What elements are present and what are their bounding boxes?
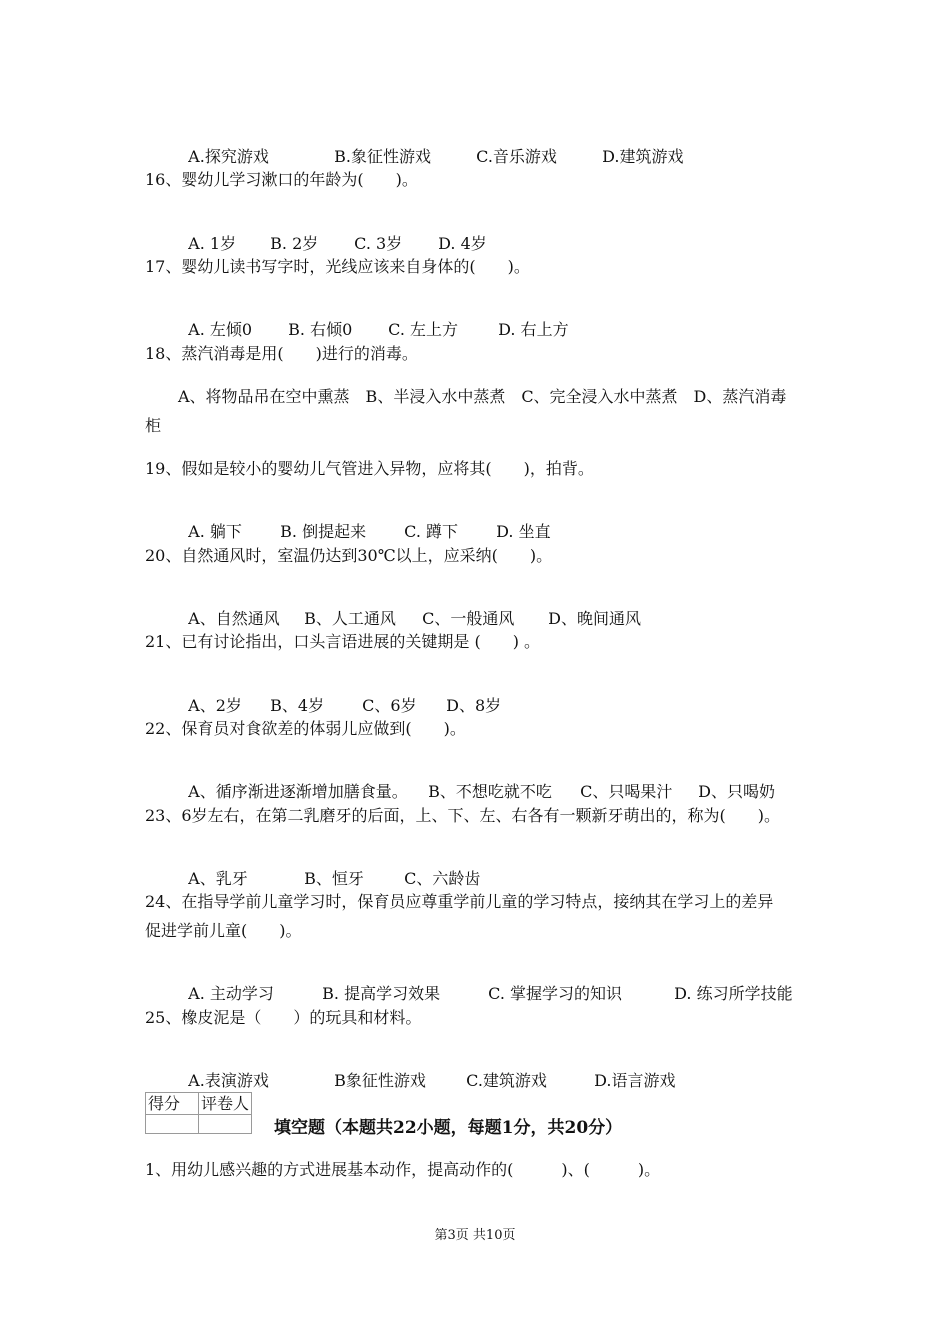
option-c: C、六龄齿: [404, 869, 481, 888]
q17-options: [178, 300, 569, 340]
q18-options: A、将物品吊在空中熏蒸 B、半浸入水中蒸煮 C、完全浸入水中蒸煮 D、蒸汽消毒: [178, 387, 787, 406]
option-a: A、循序渐进逐渐增加膳食量。: [188, 782, 408, 801]
option-a: A. 1岁: [188, 234, 237, 253]
option-c: C. 掌握学习的知识: [488, 984, 623, 1003]
question-18: 18、蒸汽消毒是用( )进行的消毒。: [145, 344, 418, 363]
option-d: D、8岁: [446, 696, 502, 715]
option-d: D. 右上方: [498, 320, 569, 339]
option-c: C.建筑游戏: [466, 1071, 547, 1090]
option-b: B、人工通风: [304, 609, 396, 628]
option-d: D. 坐直: [496, 522, 551, 541]
score-table: [145, 1092, 252, 1134]
option-a: A、乳牙: [188, 869, 248, 888]
option-b: B、4岁: [270, 696, 325, 715]
option-d: D、晚间通风: [548, 609, 642, 628]
q19-options: [178, 502, 551, 542]
option-b: B、恒牙: [304, 869, 364, 888]
option-a: A. 躺下: [188, 522, 242, 541]
option-c: C、一般通风: [422, 609, 515, 628]
option-b: B、不想吃就不吃: [428, 782, 552, 801]
q20-options: [178, 589, 641, 629]
option-a: A.表演游戏: [188, 1071, 269, 1090]
option-c: C. 3岁: [354, 234, 403, 253]
option-a: A. 主动学习: [188, 984, 274, 1003]
option-c: C. 蹲下: [404, 522, 459, 541]
option-d: D. 4岁: [438, 234, 487, 253]
q22-options: [178, 762, 775, 802]
q24-options: [178, 964, 793, 1004]
option-b: B象征性游戏: [334, 1071, 426, 1090]
question-19: 19、假如是较小的婴幼儿气管进入异物，应将其( )，拍背。: [145, 459, 594, 478]
option-b: B. 2岁: [270, 234, 319, 253]
option-a: A. 左倾0: [188, 320, 253, 339]
question-17: 17、婴幼儿读书写字时，光线应该来自身体的( )。: [145, 257, 530, 276]
grader-header: 评卷人: [199, 1093, 252, 1115]
q23-options: [178, 849, 480, 889]
option-c: C. 左上方: [388, 320, 459, 339]
option-a: A.探究游戏: [188, 147, 269, 166]
option-b: B.象征性游戏: [334, 147, 432, 166]
option-d: D.建筑游戏: [602, 147, 684, 166]
score-header: 得分: [146, 1093, 199, 1115]
question-16: 16、婴幼儿学习漱口的年龄为( )。: [145, 170, 418, 189]
q16-options: [178, 214, 487, 254]
q21-options: [178, 676, 501, 716]
page-footer: 第3页 共10页: [434, 1228, 516, 1243]
option-d: D. 练习所学技能: [674, 984, 793, 1003]
option-d: D.语言游戏: [594, 1071, 676, 1090]
question-23: 23、6岁左右，在第二乳磨牙的后面，上、下、左、右各有一颗新牙萌出的，称为( )。: [145, 806, 781, 825]
q15-options: [178, 127, 684, 167]
question-20: 20、自然通风时，室温仍达到30℃以上，应采纳( )。: [145, 546, 553, 565]
option-a: A、2岁: [188, 696, 242, 715]
option-b: B. 提高学习效果: [322, 984, 441, 1003]
fill-question-1: 1、用幼儿感兴趣的方式进展基本动作，提高动作的( )、( )。: [145, 1160, 661, 1179]
option-a: A、自然通风: [188, 609, 280, 628]
question-21: 21、已有讨论指出，口头言语进展的关键期是 ( ) 。: [145, 632, 541, 651]
option-c: C、6岁: [362, 696, 417, 715]
option-d: D、只喝奶: [698, 782, 776, 801]
q18-options-continued: 柜: [145, 416, 162, 435]
section-title: 填空题（本题共22小题，每题1分，共20分）: [274, 1118, 623, 1138]
score-cell[interactable]: [146, 1115, 199, 1134]
question-22: 22、保育员对食欲差的体弱儿应做到( )。: [145, 719, 466, 738]
question-24: 24、在指导学前儿童学习时，保育员应尊重学前儿童的学习特点，接纳其在学习上的差异: [145, 892, 774, 911]
option-b: B. 倒提起来: [280, 522, 367, 541]
question-24-continued: 促进学前儿童( )。: [145, 921, 302, 940]
grader-cell[interactable]: [199, 1115, 252, 1134]
option-b: B. 右倾0: [288, 320, 353, 339]
option-c: C.音乐游戏: [476, 147, 557, 166]
option-c: C、只喝果汁: [580, 782, 673, 801]
q25-options: [178, 1051, 676, 1091]
question-25: 25、橡皮泥是（ ）的玩具和材料。: [145, 1008, 422, 1027]
